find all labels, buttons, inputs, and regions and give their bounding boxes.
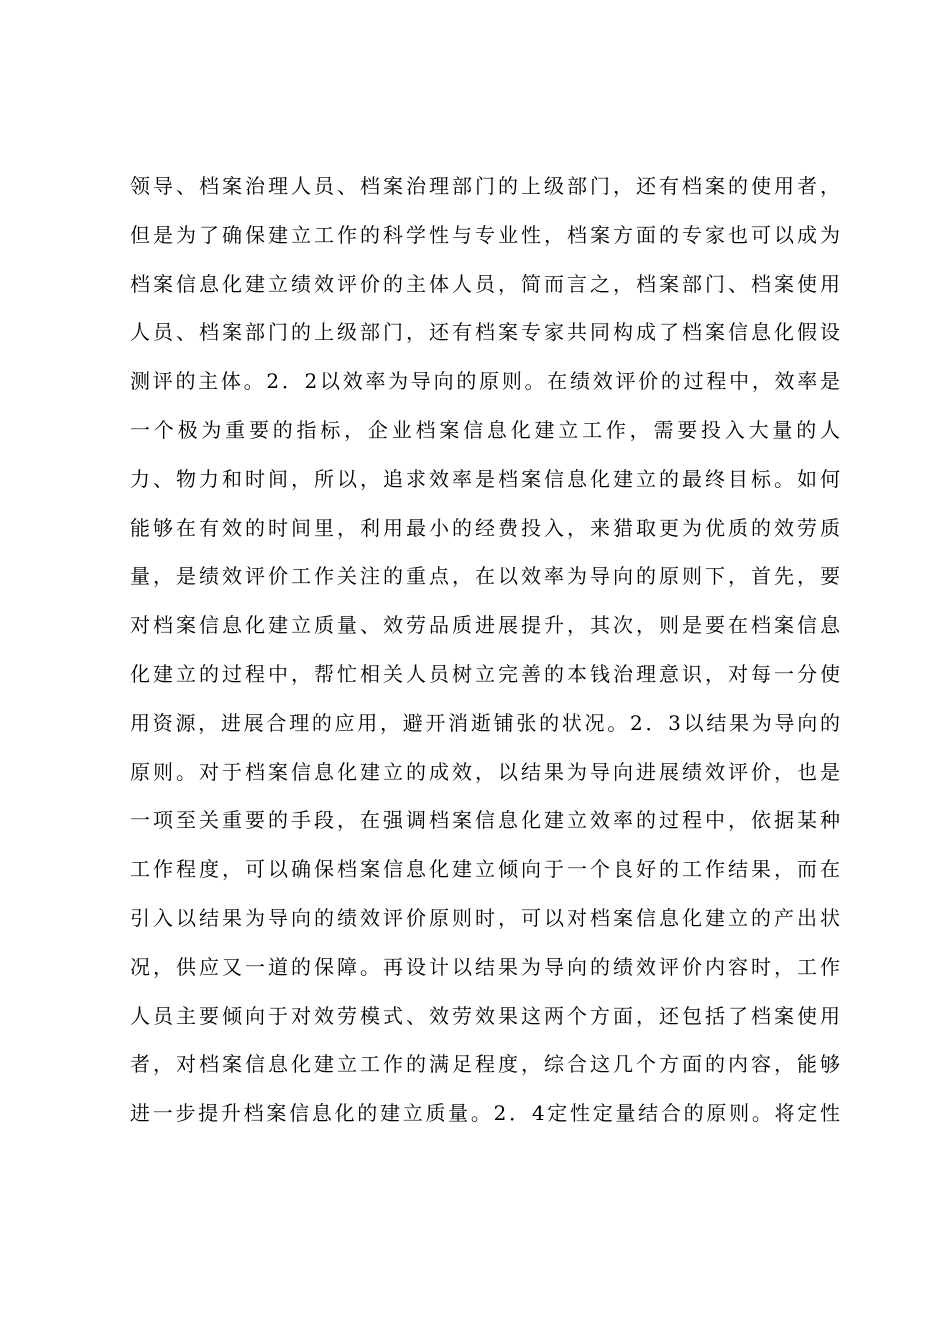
text-line: 但是为了确保建立工作的科学性与专业性，档案方面的专家也可以成为 [130, 222, 840, 247]
text-line: 况，供应又一道的保障。再设计以结果为导向的绩效评价内容时，工作 [130, 954, 840, 979]
text-line: 力、物力和时间，所以，追求效率是档案信息化建立的最终目标。如何 [130, 466, 840, 491]
text-line: 领导、档案治理人员、档案治理部门的上级部门，还有档案的使用者， [130, 174, 840, 198]
text-line: 用资源，进展合理的应用，避开消逝铺张的状况。2．3以结果为导向的 [130, 710, 840, 735]
text-line: 原则。对于档案信息化建立的成效，以结果为导向进展绩效评价，也是 [130, 759, 840, 784]
text-line: 进一步提升档案信息化的建立质量。2．4定性定量结合的原则。将定性 [130, 1101, 840, 1126]
text-line: 量，是绩效评价工作关注的重点，在以效率为导向的原则下，首先，要 [130, 564, 840, 589]
text-line: 者，对档案信息化建立工作的满足程度，综合这几个方面的内容，能够 [130, 1052, 840, 1077]
text-line: 能够在有效的时间里，利用最小的经费投入，来猎取更为优质的效劳质 [130, 515, 840, 540]
text-line: 引入以结果为导向的绩效评价原则时，可以对档案信息化建立的产出状 [130, 905, 840, 930]
text-line: 工作程度，可以确保档案信息化建立倾向于一个良好的工作结果，而在 [130, 857, 840, 882]
text-line: 一个极为重要的指标，企业档案信息化建立工作，需要投入大量的人 [130, 417, 840, 442]
text-line: 人员主要倾向于对效劳模式、效劳效果这两个方面，还包括了档案使用 [130, 1003, 840, 1028]
text-line: 对档案信息化建立质量、效劳品质进展提升，其次，则是要在档案信息 [130, 613, 840, 638]
text-line: 人员、档案部门的上级部门，还有档案专家共同构成了档案信息化假设 [130, 320, 840, 345]
text-line: 档案信息化建立绩效评价的主体人员，简而言之，档案部门、档案使用 [130, 271, 840, 296]
text-line: 测评的主体。2．2以效率为导向的原则。在绩效评价的过程中，效率是 [130, 369, 840, 394]
text-line: 化建立的过程中，帮忙相关人员树立完善的本钱治理意识，对每一分使 [130, 661, 840, 686]
text-line: 一项至关重要的手段，在强调档案信息化建立效率的过程中，依据某种 [130, 808, 840, 833]
body-paragraph [130, 162, 840, 1138]
